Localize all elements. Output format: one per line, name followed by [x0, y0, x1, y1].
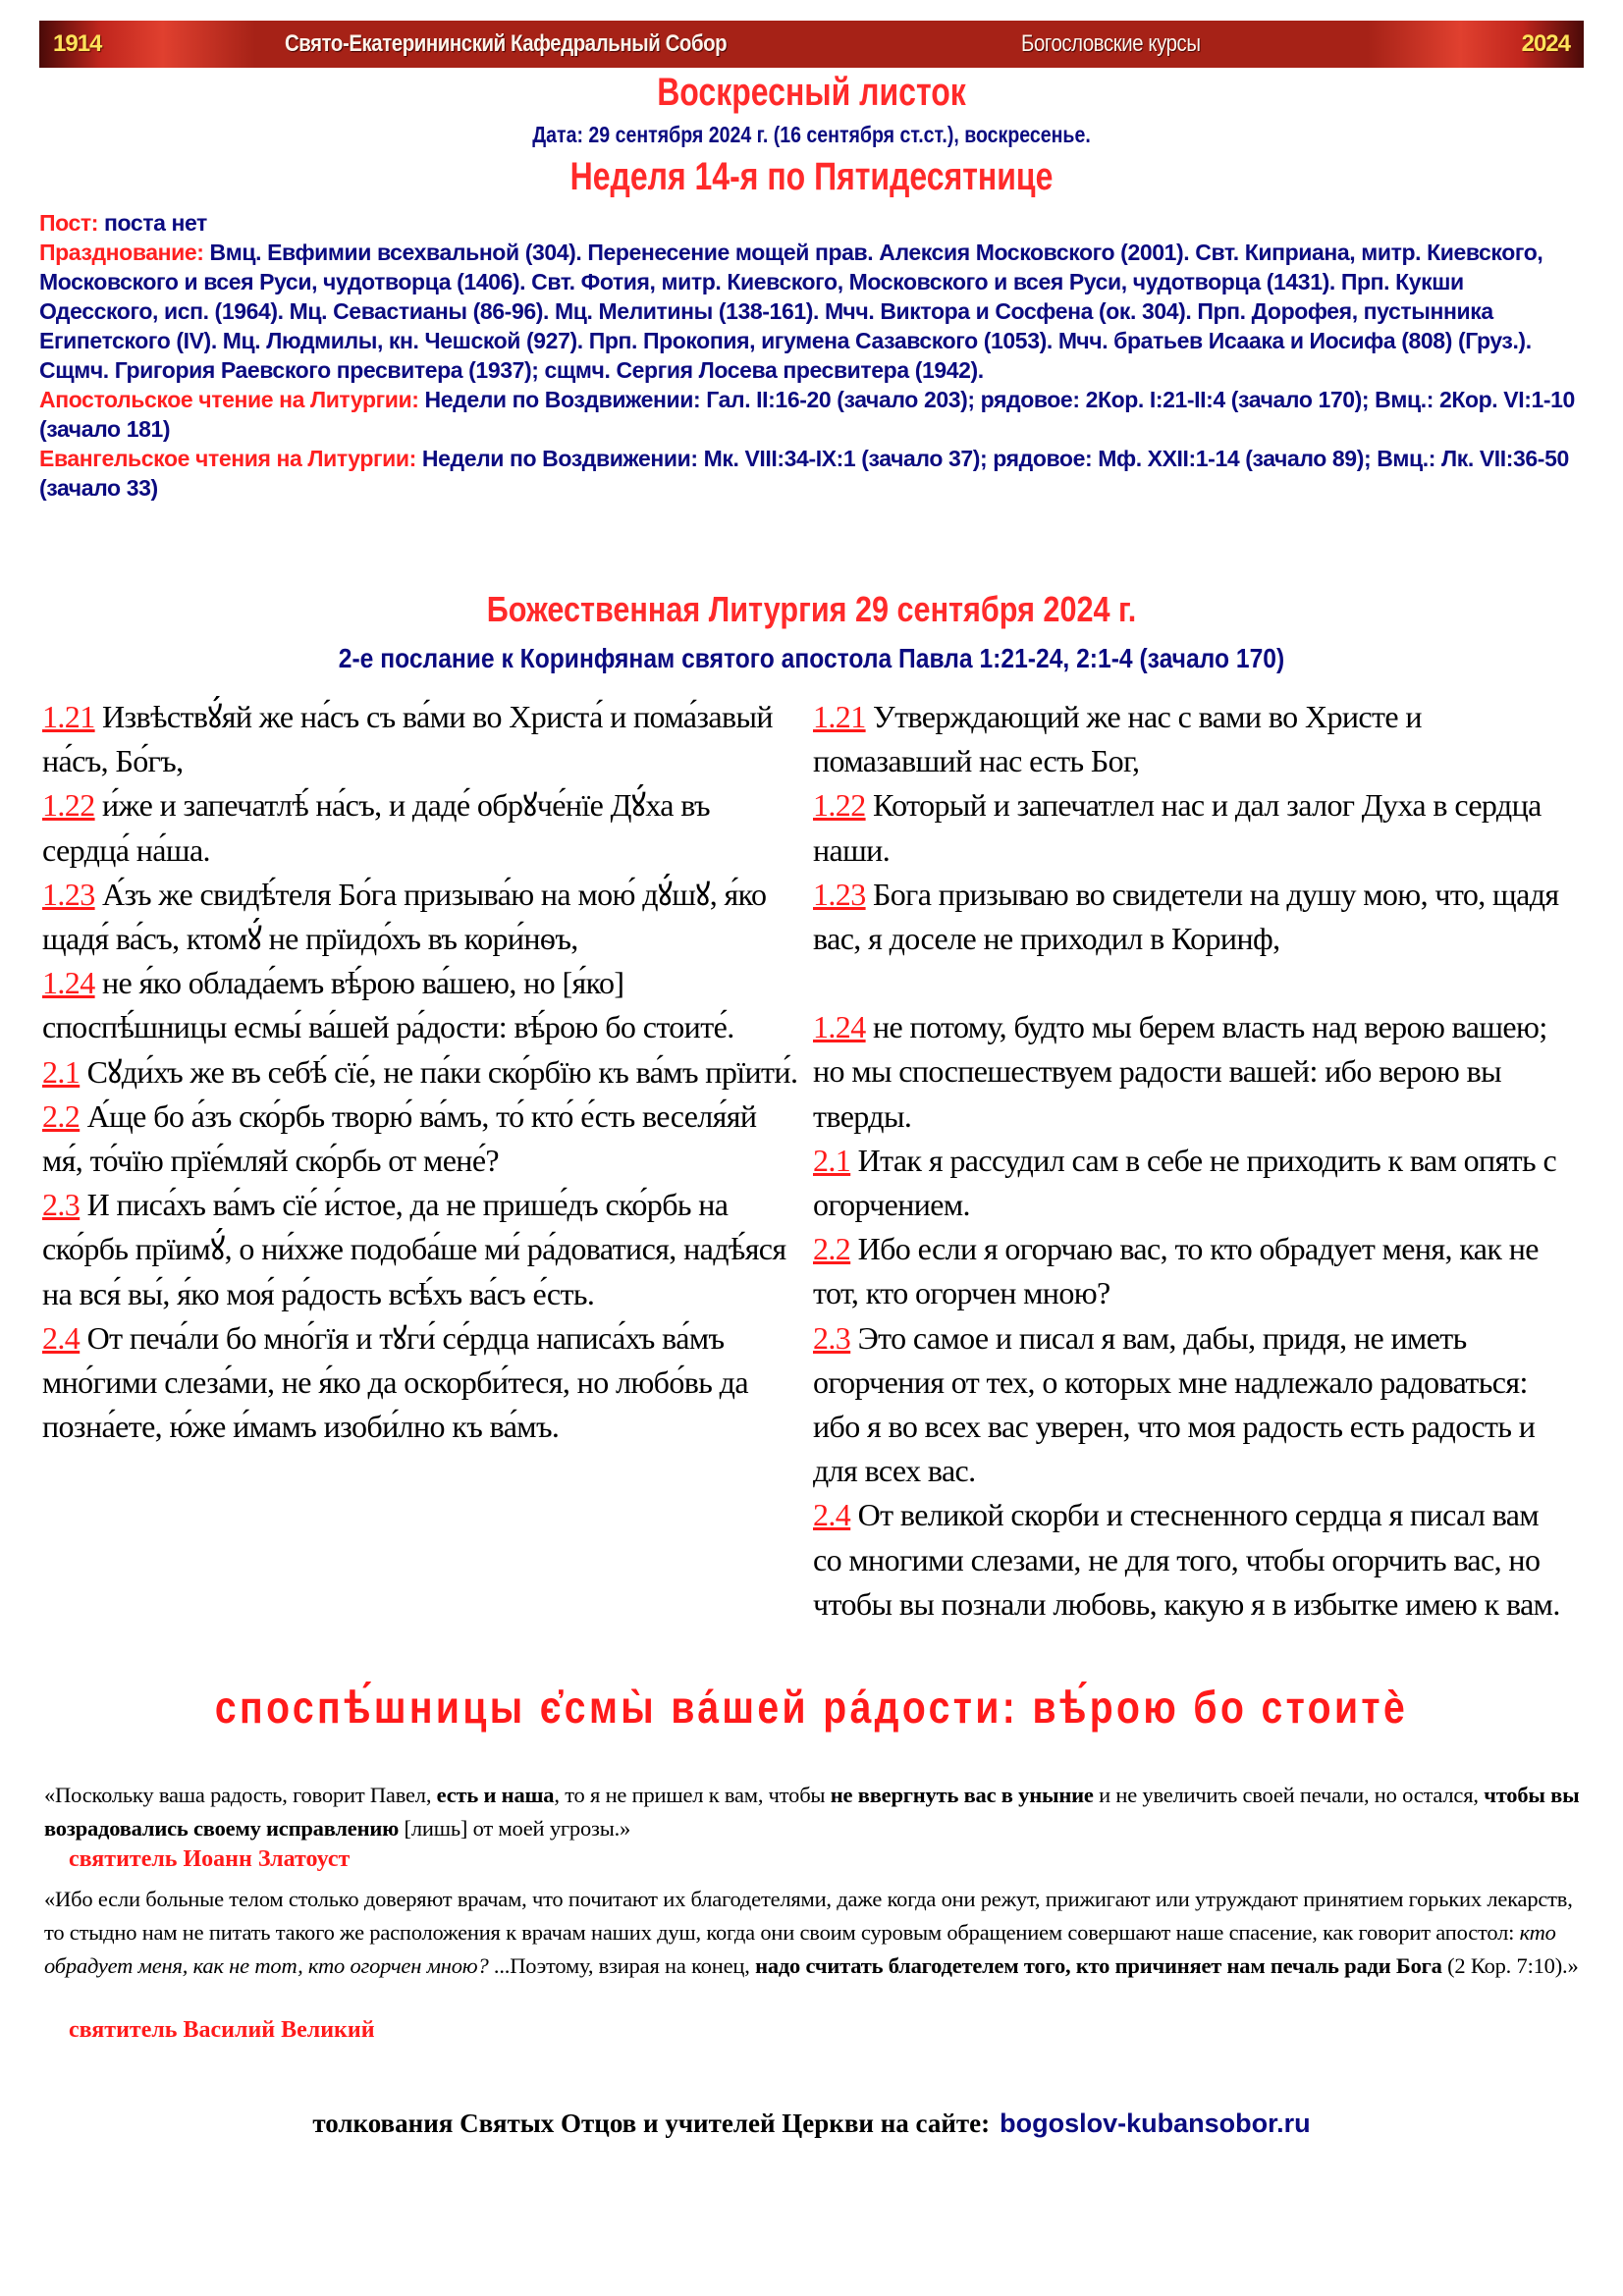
verse-number-link[interactable]: 2.1 [813, 1142, 851, 1178]
year-right: 2024 [1521, 30, 1570, 57]
fast-value: поста нет [98, 210, 207, 236]
verse-number-link[interactable]: 1.22 [42, 787, 95, 824]
verse-number-link[interactable]: 1.23 [813, 876, 866, 912]
verse-text: не потому, будто мы берем власть над верою вашею; но мы споспешествуем радости вашей: ибо верою вы тверды. [813, 1009, 1547, 1134]
verse-number-link[interactable]: 1.24 [42, 965, 95, 1001]
feast-label: Празднование: [39, 240, 204, 265]
verse-text: От печа́ли бо мно́гїя и тꙋги́ се́рдца написа́хъ ва́мъ мно́гими слеза́ми, не я́ко да оскорби́теся, но любо́вь да позна́ете, ю́же и́мамъ изоби́лно къ ва́мъ. [42, 1319, 748, 1445]
commentary-chrysostom [44, 1779, 1581, 1845]
verse-slavonic [42, 1050, 798, 1095]
verse-text: А́зъ же свидѣ́теля Бо́га призыва́ю на мою́ дꙋ́шꙋ, я́ко щадя́ ва́съ, ктомꙋ́ не прїидо́хъ въ кори́нѳъ, [42, 876, 767, 957]
emphasis-text: есть и наша [436, 1783, 555, 1807]
sheet-title: Воскресный листок [657, 71, 966, 114]
verse-number-link[interactable]: 1.24 [813, 1009, 866, 1045]
verse-number-link[interactable]: 2.4 [42, 1319, 81, 1356]
verse-russian [813, 1139, 1569, 1227]
fast-line [39, 208, 1586, 238]
commentary-text: [лишь] от моей угрозы.» [399, 1816, 631, 1841]
verse-number-link[interactable]: 1.21 [42, 699, 95, 734]
emphasis-text: не ввергнуть вас в уныние [830, 1783, 1094, 1807]
cathedral-title: Свято-Екатерининский Кафедральный Собор [285, 30, 728, 57]
verse-number-link[interactable]: 1.23 [42, 876, 95, 912]
commentary-basil [44, 1883, 1581, 1983]
verse-slavonic [42, 961, 798, 1049]
verse-number-link[interactable]: 2.3 [813, 1319, 851, 1356]
verse-number-link[interactable]: 2.1 [42, 1053, 81, 1090]
day-info [39, 208, 1586, 503]
verse-slavonic [42, 1095, 798, 1183]
verse-text: Сꙋди́хъ же въ себѣ́ сїе́, не па́ки ско́рбїю къ ва́мъ прїити́. [80, 1053, 798, 1090]
verse-slavonic [42, 1183, 798, 1316]
epistle-title: 2-е послание к Коринфянам святого апостола Павла 1:21-24, 2:1-4 (зачало 170) [338, 643, 1285, 673]
emphasis-text: надо считать благодетелем того, кто причиняет нам печаль ради Бога [755, 1953, 1442, 1978]
apostle-line [39, 385, 1586, 444]
date-line: Дата: 29 сентября 2024 г. (16 сентября ст.ст.), воскресенье. [532, 122, 1091, 147]
footer-text: толкования Святых Отцов и учителей Церкви на сайте: [312, 2109, 991, 2138]
verse-number-link[interactable]: 1.21 [813, 699, 866, 734]
apostle-label: Апостольское чтение на Литургии: [39, 387, 419, 412]
verse-russian [813, 1227, 1569, 1315]
commentary-text: «Поскольку ваша радость, говорит Павел, [44, 1783, 437, 1807]
verse-text: И писа́хъ ва́мъ сїе́ и́стое, да не прише́дъ ско́рбь на ско́рбь прїимꙋ́, о ни́хже подоба́ше ми́ ра́доватися, надѣ́яся на вся́ вы́, я́ко моя́ ра́дость всѣ́хъ ва́съ е́сть. [42, 1187, 786, 1311]
verse-number-link[interactable]: 1.22 [813, 787, 866, 824]
gospel-value: Недели по Воздвижении: Мк. VIII:34-IX:1 (зачало 37); рядовое: Мф. XXII:1-14 (зачало 89); Вмц.: Лк. VII:36-50 (зачало 33) [39, 446, 1569, 501]
verse-text: От великой скорби и стесненного сердца я писал вам со многими слезами, не для того, чтобы огорчить вас, но чтобы вы познали любовь, какую я в избытке имею к вам. [813, 1497, 1560, 1622]
verse-number-link[interactable]: 2.2 [813, 1231, 851, 1267]
commentary-text: , то я не пришел к вам, чтобы [554, 1783, 831, 1807]
verse-number-link[interactable]: 2.3 [42, 1187, 81, 1223]
apostle-value: Недели по Воздвижении: Гал. II:16-20 (зачало 203); рядовое: 2Кор. I:21-II:4 (зачало 170); Вмц.: 2Кор. VI:1-10 (зачало 181) [39, 387, 1575, 442]
verse-text: Извѣствꙋ́яй же на́съ съ ва́ми во Христа́ и пома́завый на́съ, Бо́гъ, [42, 699, 773, 779]
verse-russian [813, 695, 1569, 783]
verse-text: Ибо если я огорчаю вас, то кто обрадует меня, как не тот, кто огорчен мною? [813, 1231, 1539, 1311]
verse-russian [813, 1316, 1569, 1494]
russian-column [813, 695, 1569, 1627]
commentary-text: ...Поэтому, взирая на конец, [488, 1953, 756, 1978]
feast-line [39, 238, 1586, 385]
gospel-label: Евангельское чтения на Литургии: [39, 446, 416, 471]
slavonic-column [42, 695, 798, 1449]
verse-text: Который и запечатлел нас и дал залог Духа в сердца наши. [813, 787, 1542, 868]
week-title: Неделя 14-я по Пятидесятнице [569, 155, 1054, 198]
verse-text: Бога призываю во свидетели на душу мою, что, щадя вас, я доселе не приходил в Коринф, [813, 876, 1559, 957]
verse-text: Это самое и писал я вам, дабы, придя, не иметь огорчения от тех, о которых мне надлежало радоваться: ибо я во всех вас уверен, что моя радость есть радость и для всех вас. [813, 1319, 1536, 1489]
verse-russian [813, 783, 1569, 872]
commentary-author: святитель Иоанн Златоуст [69, 1846, 351, 1872]
feast-value: Вмц. Евфимии всехвальной (304). Перенесение мощей прав. Алексия Московского (2001). Свт. Киприана, митр. Киевского, Московского и всея Руси, чудотворца (1406). Свт. Фотия, митр. Киевского, Московского и всея Руси, чудотворца (1431). Прп. Кукши Одесского, исп. (1964). Мц. Севастианы (86-96). Мц. Мелитины (138-161). Мчч. Виктора и Сосфена (ок. 304). Прп. Дорофея, пустынника Египетского (IV). Мц. Людмилы, кн. Чешской (927). Прп. Прокопия, игумена Сазавского (1053). Мчч. братьев Исаака и Иосифа (808) (Груз.). Сщмч. Григория Раевского пресвитера (1937); сщмч. Сергия Лосева пресвитера (1942). [39, 240, 1543, 383]
courses-title: Богословские курсы [1021, 30, 1201, 57]
commentary-text: и не увеличить своей печали, но остался, [1093, 1783, 1485, 1807]
verse-text: А́ще бо а́зъ ско́рбь творю́ ва́мъ, то́ кто́ е́сть веселя́яй мя́, то́чїю прїе́мляй ско́рбь от мене́? [42, 1097, 757, 1179]
gospel-line [39, 444, 1586, 503]
verse-slavonic [42, 783, 798, 872]
commentary-text: «Ибо если больные телом столько доверяют врачам, что почитают их благодетелями, даже когда они режут, прижигают или утруждают принятием горьких лекарств, то стыдно нам не питать такого же расположения к врачам наших душ, когда они своим суровым обращением совершают наше спасение, как говорит апостол: [44, 1887, 1573, 1945]
fast-label: Пост: [39, 210, 98, 236]
key-phrase-banner: споспѣ́шницы є҆смы̀ ва́шей ра́дости: вѣ́рою бо стоитѐ [214, 1682, 1409, 1733]
quoted-scripture: кто обрадует меня, как не тот, кто огорчен мною? [44, 1920, 1556, 1978]
verse-russian [813, 1493, 1569, 1627]
verse-slavonic [42, 695, 798, 783]
verse-slavonic [42, 873, 798, 961]
verse-russian [813, 873, 1569, 961]
verse-russian [813, 1005, 1569, 1139]
verse-text: Утверждающий же нас с вами во Христе и помазавший нас есть Бог, [813, 699, 1422, 779]
commentary-text: (2 Кор. 7:10).» [1441, 1953, 1579, 1978]
year-left: 1914 [53, 30, 102, 57]
commentary-author: святитель Василий Великий [69, 2017, 375, 2043]
emphasis-text: чтобы вы возрадовались своему исправлению [44, 1783, 1580, 1841]
footer [0, 2109, 1623, 2139]
verse-number-link[interactable]: 2.4 [813, 1497, 851, 1533]
verse-slavonic [42, 1316, 798, 1450]
verse-number-link[interactable]: 2.2 [42, 1097, 81, 1134]
website-link[interactable]: bogoslov-kubansobor.ru [1000, 2109, 1311, 2138]
verse-text: Итак я рассудил сам в себе не приходить к вам опять с огорчением. [813, 1142, 1557, 1223]
liturgy-title: Божественная Литургия 29 сентября 2024 г. [486, 589, 1137, 629]
header-banner [39, 21, 1584, 68]
verse-text: не я́ко облада́емъ вѣ́рою ва́шею, но [я́ко] споспѣ́шницы есмы́ ва́шей ра́дости: вѣ́рою бо стоите́. [42, 965, 734, 1045]
verse-text: и́же и запечатлѣ́ на́съ, и даде́ обрꙋче́нїе Дꙋ́ха въ сердца́ на́ша. [42, 787, 710, 868]
